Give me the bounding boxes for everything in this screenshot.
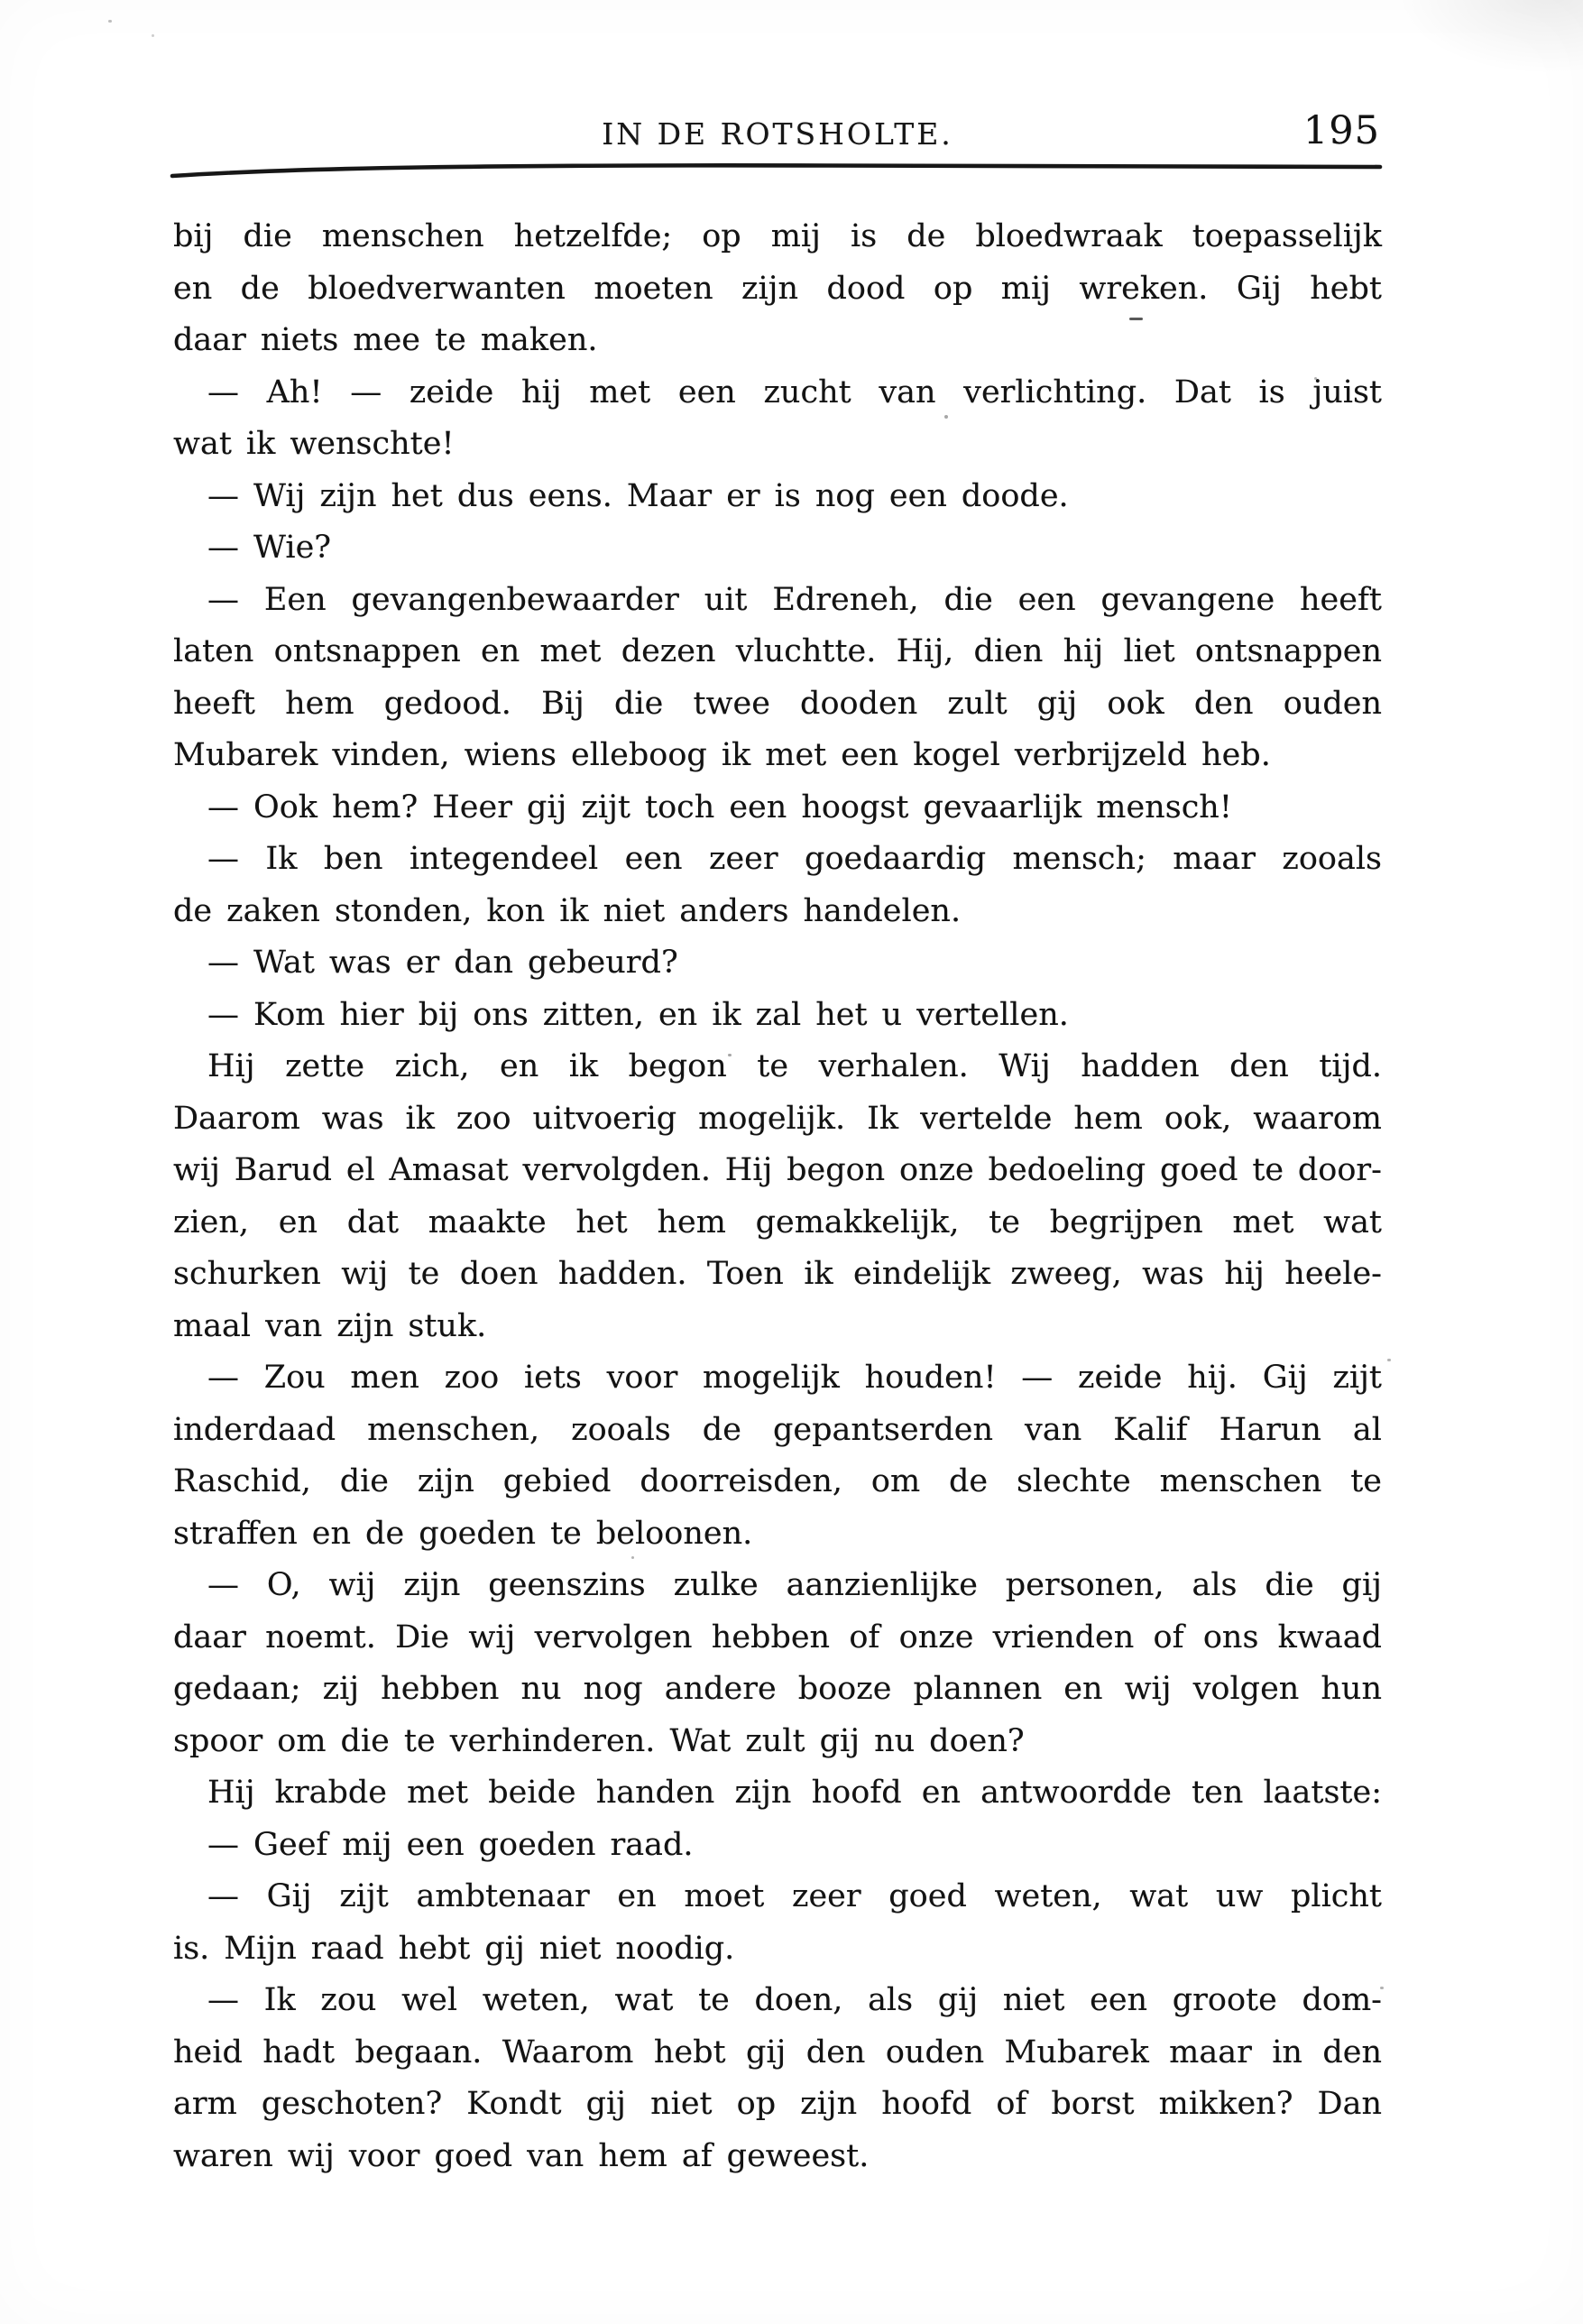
text-line: inderdaad menschen, zooals de gepantserden van Kalif Harun al (173, 1411, 1382, 1448)
text-line: — Ik ben integendeel een zeer goedaardig mensch; maar zooals (207, 841, 1382, 877)
text-line: daar noemt. Die wij vervolgen hebben of onze vrienden of ons kwaad (173, 1618, 1382, 1655)
text-line: Daarom was ik zoo uitvoerig mogelijk. Ik vertelde hem ook, waarom (173, 1100, 1382, 1137)
text-line: Hij krabde met beide handen zijn hoofd en antwoordde ten laatste: (207, 1775, 1382, 1811)
text-line: arm geschoten? Kondt gij niet op zijn hoofd of borst mikken? Dan (173, 2086, 1382, 2122)
text-line: waren wij voor goed van hem af geweest. (173, 2137, 870, 2174)
text-line: — Gij zijt ambtenaar en moet zeer goed weten, wat uw plicht (207, 1878, 1382, 1914)
text-line: — Ik zou wel weten, wat te doen, als gij niet een groote dom- (207, 1982, 1382, 2018)
text-line: de zaken stonden, kon ik niet anders handelen. (173, 892, 962, 929)
text-line: schurken wij te doen hadden. Toen ik eindelijk zweeg, was hij heele- (173, 1256, 1382, 1292)
text-line: is. Mijn raad hebt gij niet noodig. (173, 1930, 735, 1967)
text-line: — Een gevangenbewaarder uit Edreneh, die een gevangene heeft (207, 581, 1382, 618)
text-line: heeft hem gedood. Bij die twee dooden zult gij ook den ouden (173, 685, 1382, 722)
text-line: Hij zette zich, en ik begon te verhalen. Wij hadden den tijd. (207, 1048, 1382, 1084)
text-line: — Wie? (207, 530, 332, 566)
text-line: straffen en de goeden te beloonen. (173, 1515, 753, 1552)
text-line: laten ontsnappen en met dezen vluchtte. Hij, dien hij liet ontsnappen (173, 633, 1382, 669)
text-line: gedaan; zij hebben nu nog andere booze plannen en wij volgen hun (173, 1671, 1382, 1707)
text-line: heid hadt begaan. Waarom hebt gij den ouden Mubarek maar in den (173, 2034, 1382, 2070)
scan-speck (1387, 1359, 1391, 1361)
scan-speck (152, 34, 154, 37)
scan-speck (108, 20, 112, 23)
text-line: — Ook hem? Heer gij zijt toch een hoogst gevaarlijk mensch! (207, 788, 1232, 825)
header-rule (170, 161, 1384, 180)
text-line: bij die menschen hetzelfde; op mij is de bloedwraak toepasselijk (173, 218, 1382, 254)
text-line: — Wat was er dan gebeurd? (207, 945, 678, 981)
text-line: Mubarek vinden, wiens elleboog ik met een kogel verbrijzeld heb. (173, 737, 1271, 773)
text-line: — Ah! — zeide hij met een zucht van verlichting. Dat is juist (207, 374, 1382, 410)
scan-smudge (1385, 0, 1583, 81)
text-line: daar niets mee te maken. (173, 322, 598, 358)
page-number: 195 (1302, 108, 1380, 153)
text-line: — Wij zijn het dus eens. Maar er is nog een doode. (207, 477, 1069, 514)
text-line: en de bloedverwanten moeten zijn dood op mij wreken. Gij hebt (173, 270, 1382, 307)
text-line: zien, en dat maakte het hem gemakkelijk, te begrijpen met wat (173, 1204, 1382, 1240)
text-line: Raschid, die zijn gebied doorreisden, om de slechte menschen te (173, 1463, 1382, 1499)
page-header (173, 106, 1382, 153)
text-line: wat ik wenschte! (173, 426, 455, 462)
text-line: — O, wij zijn geenszins zulke aanzienlijke personen, als die gij (207, 1567, 1382, 1603)
running-title: IN DE ROTSHOLTE. (602, 116, 953, 152)
text-line: spoor om die te verhinderen. Wat zult gij nu doen? (173, 1722, 1025, 1759)
text-line: — Zou men zoo iets voor mogelijk houden! — zeide hij. Gij zijt (207, 1360, 1382, 1396)
body-text (173, 211, 1382, 2182)
text-line: maal van zijn stuk. (173, 1307, 487, 1344)
text-line: wij Barud el Amasat vervolgden. Hij begon onze bedoeling goed te door- (173, 1152, 1382, 1188)
text-line: — Geef mij een goeden raad. (207, 1826, 694, 1863)
text-line: — Kom hier bij ons zitten, en ik zal het u vertellen. (207, 996, 1069, 1033)
